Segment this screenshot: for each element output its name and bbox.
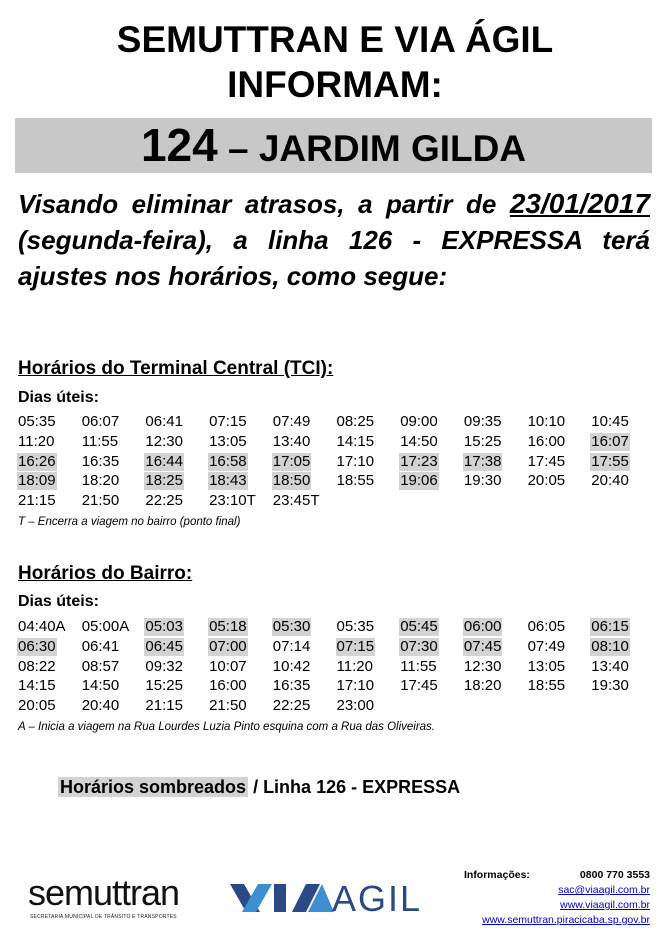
email-link[interactable]: sac@viaagil.com.br xyxy=(558,884,650,896)
departure-time: 09:00 xyxy=(400,413,438,430)
departure-time-shaded: 06:30 xyxy=(18,637,56,655)
departure-time: 07:49 xyxy=(272,413,311,430)
bairro-heading: Horários do Bairro: xyxy=(18,563,193,584)
departure-time: 05:00A xyxy=(81,618,130,635)
departure-time: 07:15 xyxy=(209,413,247,430)
viaagil-logo-word: AGIL xyxy=(332,878,423,919)
departure-time-shaded: 17:38 xyxy=(463,452,502,470)
departure-time-shaded: 18:25 xyxy=(145,472,183,490)
notice-title-line1: SEMUTTRAN E VIA ÁGIL xyxy=(116,19,554,60)
viaagil-site-link[interactable]: www.viaagil.com.br xyxy=(560,899,650,911)
departure-time-shaded: 06:15 xyxy=(591,618,629,635)
departure-time-shaded: 07:00 xyxy=(209,637,247,655)
departure-time: 16:35 xyxy=(272,677,311,695)
departure-time: 18:55 xyxy=(527,677,566,695)
departure-time: 20:05 xyxy=(18,697,56,715)
departure-time: 23:45T xyxy=(272,492,320,510)
departure-time-shaded: 16:58 xyxy=(209,452,247,470)
departure-time: 15:25 xyxy=(145,677,183,695)
departure-time: 12:30 xyxy=(463,657,502,675)
departure-time: 08:57 xyxy=(81,657,120,675)
departure-time: 18:20 xyxy=(81,472,120,490)
departure-time-shaded: 19:06 xyxy=(400,472,438,490)
departure-time: 06:07 xyxy=(81,413,120,430)
departure-time: 14:50 xyxy=(81,677,120,695)
departure-time-shaded: 18:43 xyxy=(209,472,247,490)
semuttran-site-link[interactable]: www.semuttran.piracicaba.sp.gov.br xyxy=(482,914,650,926)
route-title-bar xyxy=(15,118,652,173)
departure-time: 05:35 xyxy=(336,618,375,635)
departure-time: 06:41 xyxy=(81,637,120,655)
departure-time: 13:05 xyxy=(209,432,247,450)
departure-time: 10:45 xyxy=(591,413,629,430)
contact-info xyxy=(464,868,650,928)
departure-time-shaded: 16:07 xyxy=(591,432,629,450)
departure-time-shaded: 05:03 xyxy=(145,618,183,635)
departure-time-shaded: 07:45 xyxy=(463,637,502,655)
departure-time: 07:14 xyxy=(272,637,311,655)
departure-time: 19:30 xyxy=(463,472,502,490)
intro-paragraph xyxy=(18,186,650,294)
departure-time-shaded: 05:18 xyxy=(209,618,247,635)
departure-time: 05:35 xyxy=(18,413,56,430)
departure-time: 11:20 xyxy=(336,657,373,675)
departure-time: 17:45 xyxy=(527,452,566,470)
departure-time: 20:05 xyxy=(527,472,566,490)
effective-date: 23/01/2017 xyxy=(509,188,650,219)
departure-time: 17:10 xyxy=(336,677,375,695)
departure-time: 11:55 xyxy=(400,657,437,675)
departure-time: 19:30 xyxy=(591,677,629,695)
shading-legend xyxy=(58,777,460,798)
departure-time: 07:49 xyxy=(527,637,566,655)
departure-time: 13:40 xyxy=(272,432,311,450)
departure-time: 08:22 xyxy=(18,657,56,675)
departure-time-shaded: 18:50 xyxy=(272,472,311,490)
departure-time-shaded: 16:26 xyxy=(18,452,56,470)
route-name: JARDIM GILDA xyxy=(258,128,527,169)
departure-time-shaded: 17:55 xyxy=(591,452,629,470)
viaagil-logo xyxy=(230,878,423,923)
departure-time: 09:32 xyxy=(145,657,183,675)
departure-time: 22:25 xyxy=(272,697,311,715)
departure-time: 14:50 xyxy=(400,432,438,450)
bairro-footnote: A – Inicia a viagem na Rua Lourdes Luzia Pinto esquina com a Rua das Oliveiras. xyxy=(18,721,435,733)
semuttran-logo-word: semuttran xyxy=(28,872,180,913)
departure-time-shaded: 17:23 xyxy=(400,452,438,470)
departure-time-shaded: 05:45 xyxy=(400,618,438,635)
departure-time: 13:40 xyxy=(591,657,629,675)
departure-time: 16:00 xyxy=(209,677,247,695)
departure-time: 11:55 xyxy=(81,432,119,450)
departure-time: 23:10T xyxy=(209,492,256,510)
intro-text-start: Visando eliminar atrasos, a partir de xyxy=(18,189,510,219)
route-number: 124 xyxy=(140,119,218,171)
departure-time: 16:00 xyxy=(527,432,566,450)
departure-time: 14:15 xyxy=(336,432,375,450)
info-phone: 0800 770 3553 xyxy=(579,869,650,881)
departure-time: 06:41 xyxy=(145,413,183,430)
departure-time: 12:30 xyxy=(145,432,183,450)
departure-time: 09:35 xyxy=(463,413,502,430)
bairro-days-label: Dias úteis: xyxy=(18,593,99,610)
departure-time: 10:07 xyxy=(209,657,247,675)
departure-time: 18:55 xyxy=(336,472,375,490)
departure-time-shaded: 06:45 xyxy=(145,637,183,655)
departure-time: 21:15 xyxy=(18,492,56,510)
departure-time: 06:05 xyxy=(527,618,566,635)
departure-time: 04:40A xyxy=(18,618,66,635)
departure-time: 17:45 xyxy=(400,677,438,695)
departure-time: 08:25 xyxy=(336,413,375,430)
departure-time: 18:20 xyxy=(463,677,502,695)
departure-time-shaded: 07:30 xyxy=(400,637,438,655)
semuttran-logo xyxy=(28,872,180,920)
departure-time: 23:00 xyxy=(336,697,375,715)
departure-time: 13:05 xyxy=(527,657,566,675)
legend-shaded-label: Horários sombreados xyxy=(60,777,247,797)
departure-time: 11:20 xyxy=(18,432,55,450)
departure-time-shaded: 16:44 xyxy=(145,452,183,470)
departure-time: 22:25 xyxy=(145,492,183,510)
route-separator: – xyxy=(217,128,259,169)
intro-text-end: (segunda-feira), a linha 126 - EXPRESSA terá ajustes nos horários, como segue: xyxy=(18,225,650,291)
departure-time-shaded: 05:30 xyxy=(272,618,311,635)
terminal-heading: Horários do Terminal Central (TCI): xyxy=(18,358,334,379)
terminal-footnote: T – Encerra a viagem no bairro (ponto final) xyxy=(18,516,241,528)
departure-time: 14:15 xyxy=(18,677,56,695)
departure-time-shaded: 17:05 xyxy=(272,452,311,470)
departure-time: 10:10 xyxy=(527,413,566,430)
departure-time-shaded: 06:00 xyxy=(463,618,502,635)
departure-time: 15:25 xyxy=(463,432,502,450)
departure-time-shaded: 08:10 xyxy=(591,637,629,655)
departure-time-shaded: 18:09 xyxy=(18,472,56,490)
departure-time: 17:10 xyxy=(336,452,375,470)
terminal-days-label: Dias úteis: xyxy=(18,389,99,406)
departure-time-shaded: 07:15 xyxy=(336,637,375,655)
departure-time: 10:42 xyxy=(272,657,311,675)
viaagil-logo-mark xyxy=(230,878,334,918)
semuttran-logo-tagline: SECRETARIA MUNICIPAL DE TRÂNSITO E TRANSPORTES xyxy=(30,914,177,920)
departure-time: 21:50 xyxy=(81,492,120,510)
notice-title-line2: INFORMAM: xyxy=(227,64,443,105)
departure-time: 20:40 xyxy=(591,472,629,490)
legend-line-label: / Linha 126 - EXPRESSA xyxy=(248,777,461,797)
departure-time: 21:15 xyxy=(145,697,183,715)
departure-time: 16:35 xyxy=(81,452,120,470)
departure-time: 20:40 xyxy=(81,697,120,715)
departure-time: 21:50 xyxy=(209,697,247,715)
info-label: Informações: xyxy=(463,869,530,881)
